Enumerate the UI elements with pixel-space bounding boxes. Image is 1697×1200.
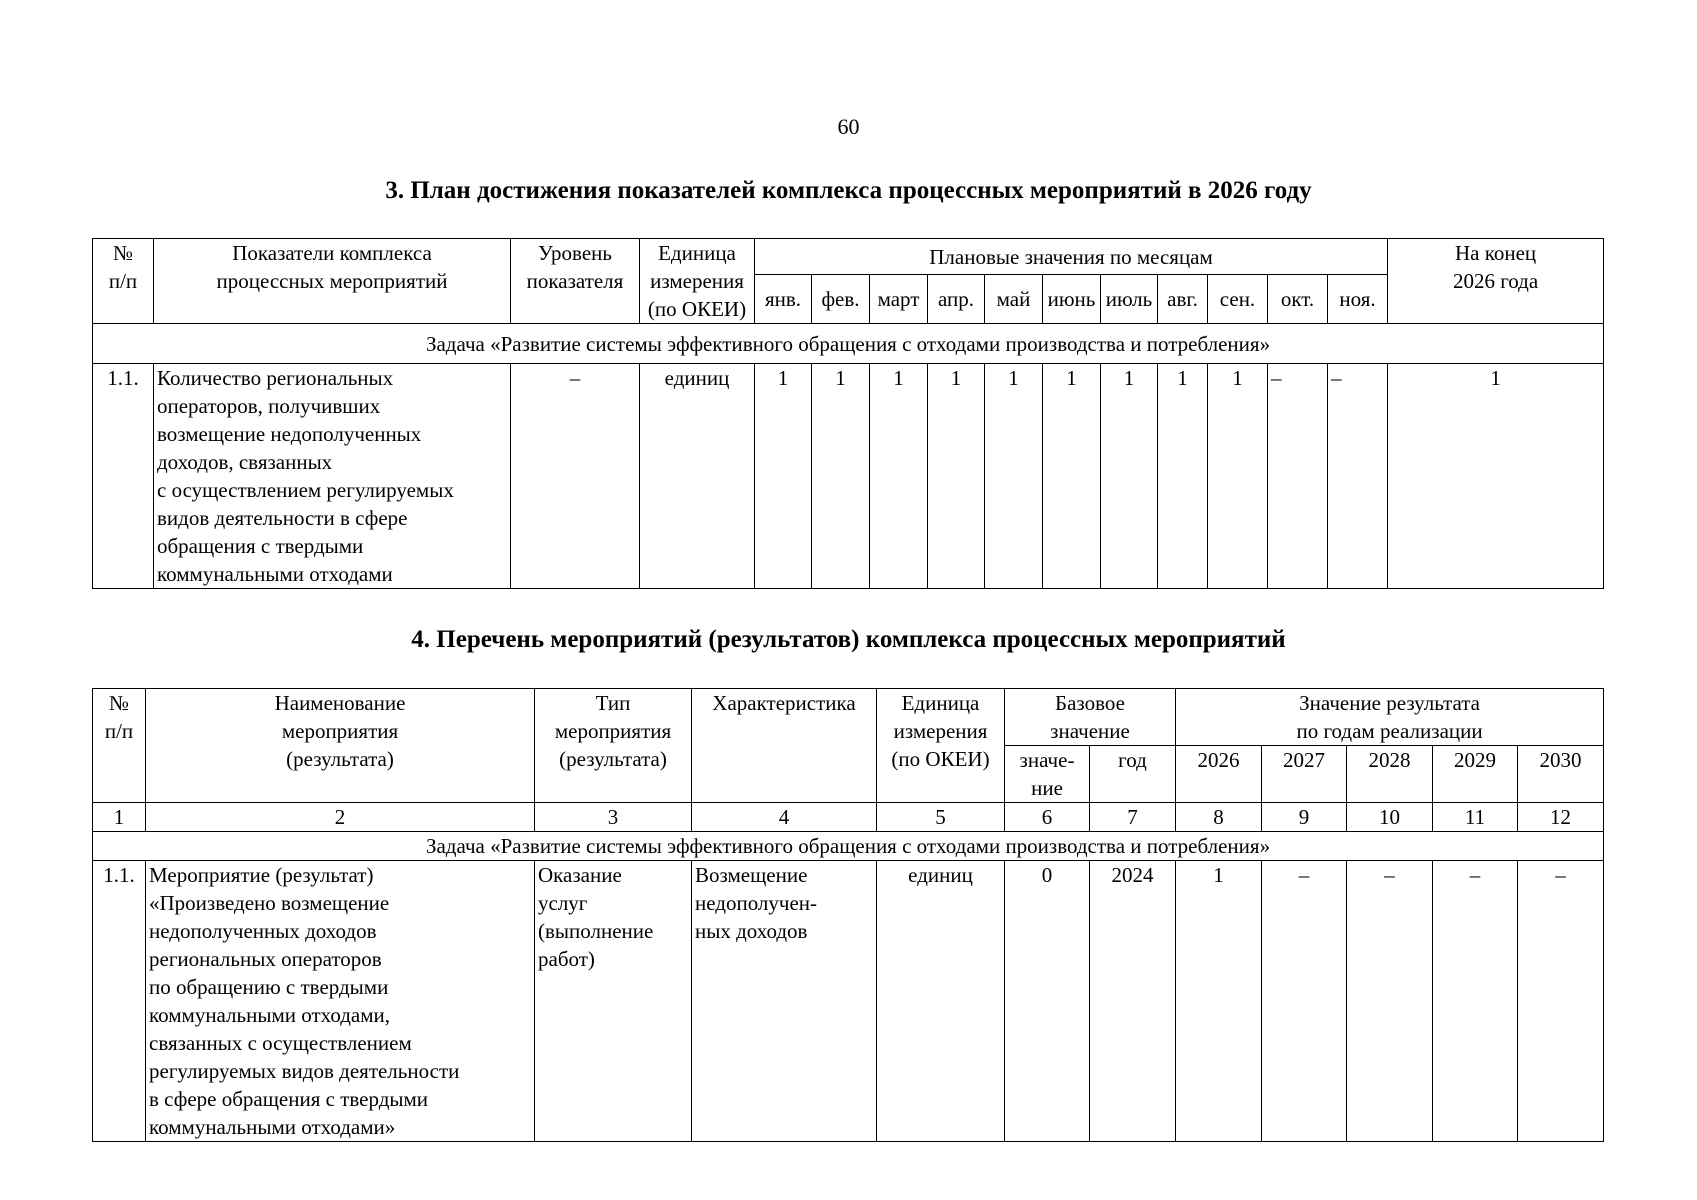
indicators-plan-table (92, 238, 1604, 589)
header-monthly: Плановые значения по месяцам (755, 239, 1388, 275)
month-header: сен. (1208, 275, 1268, 324)
column-number: 12 (1518, 803, 1604, 832)
month-header: ноя. (1328, 275, 1388, 324)
table-row (93, 861, 1604, 1142)
header-indicator: Показатели комплекса процессных мероприятий (154, 239, 511, 324)
column-number: 2 (146, 803, 535, 832)
section-4-title: 4. Перечень мероприятий (результатов) комплекса процессных мероприятий (411, 626, 1286, 653)
year-header: 2028 (1347, 746, 1433, 803)
year-value: – (1433, 861, 1518, 1142)
year-header: 2027 (1262, 746, 1347, 803)
month-header: янв. (755, 275, 812, 324)
activity-unit: единиц (877, 861, 1005, 1142)
header-base-year: год (1090, 746, 1176, 803)
header-result: Значение результата по годам реализации (1176, 689, 1604, 746)
year-header: 2029 (1433, 746, 1518, 803)
column-number: 8 (1176, 803, 1262, 832)
month-value: 1 (1158, 364, 1208, 589)
column-number: 10 (1347, 803, 1433, 832)
column-number: 7 (1090, 803, 1176, 832)
header-name: Наименование мероприятия (результата) (146, 689, 535, 803)
activity-type: Оказание услуг (выполнение работ) (535, 861, 692, 1142)
indicator-name: Количество региональных операторов, получивших возмещение недополученных доходов, связанных с осуществлением регулируемых видов деятельности в сфере обращения с твердыми коммунальными отходами (154, 364, 511, 589)
month-header: апр. (928, 275, 985, 324)
month-value: 1 (1101, 364, 1158, 589)
year-value: – (1347, 861, 1433, 1142)
indicator-level: – (511, 364, 640, 589)
year-value: – (1518, 861, 1604, 1142)
task-title: Задача «Развитие системы эффективного обращения с отходами производства и потребления» (93, 832, 1604, 861)
year-value: – (1262, 861, 1347, 1142)
year-value: 1 (1176, 861, 1262, 1142)
column-number: 3 (535, 803, 692, 832)
activities-list-table (92, 688, 1604, 1142)
table4-header-row-1 (93, 689, 1604, 746)
month-header: май (985, 275, 1043, 324)
table3-header-row-1 (93, 239, 1604, 275)
column-number: 11 (1433, 803, 1518, 832)
month-header: июнь (1043, 275, 1101, 324)
task-title: Задача «Развитие системы эффективного обращения с отходами производства и потребления» (93, 324, 1604, 364)
header-end-of-year: На конец 2026 года (1388, 239, 1604, 324)
row-num: 1.1. (93, 861, 146, 1142)
month-header: фев. (812, 275, 870, 324)
year-header: 2026 (1176, 746, 1262, 803)
month-header: авг. (1158, 275, 1208, 324)
table3-task-row (93, 324, 1604, 364)
month-value: – (1268, 364, 1328, 589)
header-unit: Единица измерения (по ОКЕИ) (640, 239, 755, 324)
month-value: 1 (1208, 364, 1268, 589)
page-number: 60 (837, 114, 860, 139)
header-level: Уровень показателя (511, 239, 640, 324)
table-row (93, 364, 1604, 589)
header-base: Базовое значение (1005, 689, 1176, 746)
month-value: 1 (928, 364, 985, 589)
column-number: 4 (692, 803, 877, 832)
month-value: 1 (755, 364, 812, 589)
month-value: 1 (985, 364, 1043, 589)
activity-characteristic: Возмещение недополучен- ных доходов (692, 861, 877, 1142)
month-header: март (870, 275, 928, 324)
month-header: окт. (1268, 275, 1328, 324)
column-number: 5 (877, 803, 1005, 832)
activity-name: Мероприятие (результат) «Произведено возмещение недополученных доходов региональных операторов по обращению с твердыми коммунальными отходами, связанных с осуществлением регулируемых видов деятельности в сфере обращения с твердыми коммунальными отходами» (146, 861, 535, 1142)
month-value: – (1328, 364, 1388, 589)
header-unit: Единица измерения (по ОКЕИ) (877, 689, 1005, 803)
column-number: 6 (1005, 803, 1090, 832)
end-of-year-value: 1 (1388, 364, 1604, 589)
header-type: Тип мероприятия (результата) (535, 689, 692, 803)
section-3-title: 3. План достижения показателей комплекса процессных мероприятий в 2026 году (385, 177, 1312, 204)
month-value: 1 (812, 364, 870, 589)
base-year: 2024 (1090, 861, 1176, 1142)
table4-task-row (93, 832, 1604, 861)
indicator-unit: единиц (640, 364, 755, 589)
header-num: № п/п (93, 689, 146, 803)
column-number: 9 (1262, 803, 1347, 832)
column-number: 1 (93, 803, 146, 832)
month-value: 1 (870, 364, 928, 589)
month-value: 1 (1043, 364, 1101, 589)
month-header: июль (1101, 275, 1158, 324)
header-num: № п/п (93, 239, 154, 324)
base-value: 0 (1005, 861, 1090, 1142)
year-header: 2030 (1518, 746, 1604, 803)
header-characteristic: Характеристика (692, 689, 877, 803)
table4-column-numbers (93, 803, 1604, 832)
row-num: 1.1. (93, 364, 154, 589)
header-base-value: значе- ние (1005, 746, 1090, 803)
